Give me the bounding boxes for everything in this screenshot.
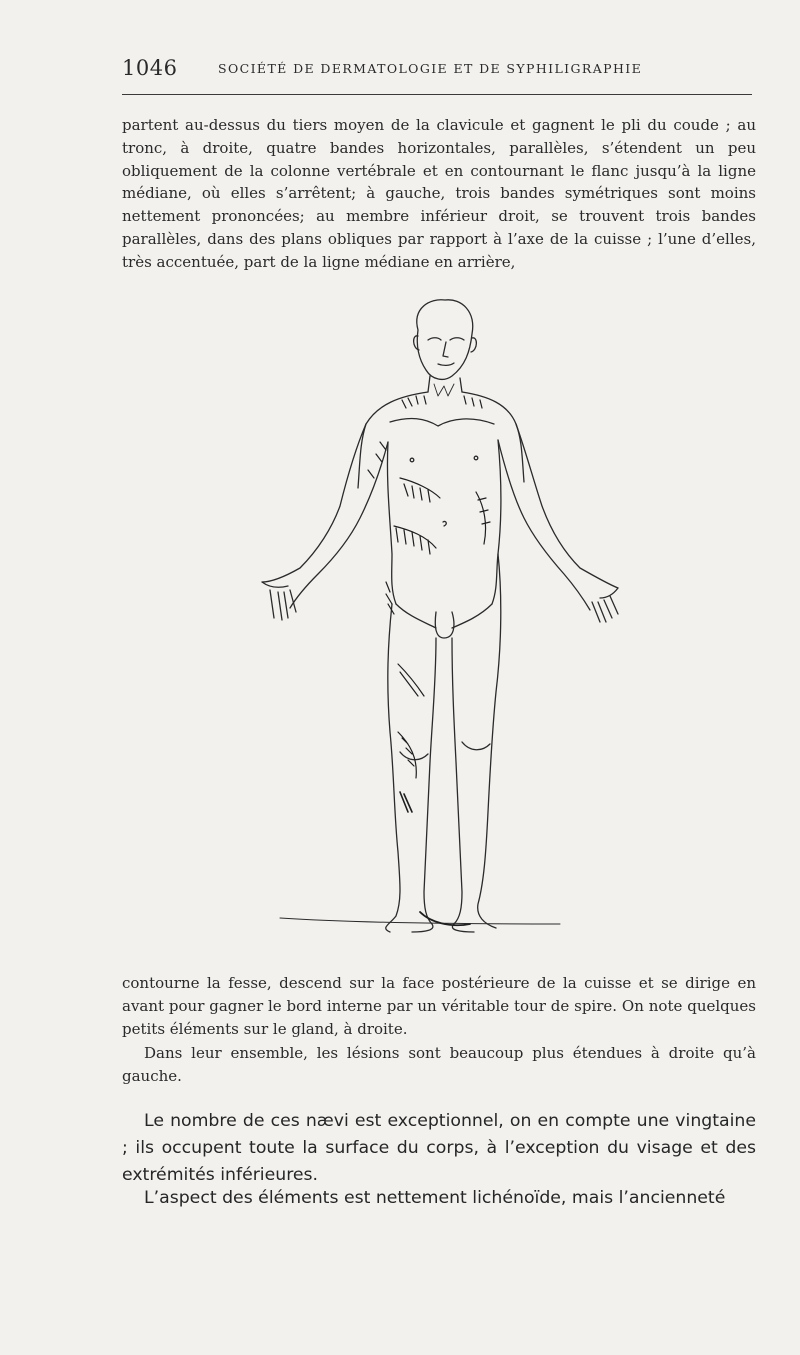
genitals: [435, 612, 454, 638]
body-paragraph-4: Le nombre de ces nævi est exceptionnel, on en compte une vingtaine ; ils occupent toute la surface du corps, à l’exception du visage et des extrémités inférieures.: [122, 1111, 756, 1185]
body-paragraph-1: partent au-dessus du tiers moyen de la clavicule et gagnent le pli du coude ; au tronc, à droite, quatre bandes horizontales, parallèles, s’étendent un peu obliquement de la colonne vertébrale et en contournant le flanc jusqu’à la ligne médiane, où elles s’arrêtent; à gauche, trois bandes symétriques sont moins nettement prononcées; au membre inférieur droit, se trouvent trois bandes parallèles, dans des plans obliques par rapport à l’axe de la cuisse ; l’une d’elles, très accentuée, part de la ligne médiane en arrière,: [122, 116, 756, 271]
page-number: 1046: [122, 56, 178, 80]
arm-left-inner: [290, 442, 388, 608]
flank-left: [387, 442, 396, 604]
torso-left: [358, 392, 428, 488]
groin-right: [452, 604, 492, 628]
nose: [443, 342, 448, 357]
groin-left: [396, 604, 436, 628]
navel: [443, 521, 446, 526]
leg-right-outer: [478, 554, 501, 928]
body-paragraph-3: Dans leur ensemble, les lésions sont beaucoup plus étendues à droite qu’à gauche.: [122, 1044, 756, 1085]
body-paragraph-2: contourne la fesse, descend sur la face postérieure de la cuisse et se dirige en avant pour gagner le bord interne par un véritable tour de spire. On note quelques petits éléments sur le gland, à droite.: [122, 974, 756, 1038]
arm-right-inner: [498, 440, 590, 610]
lesion-bands: [368, 396, 490, 925]
eyes: [428, 338, 464, 340]
chest-line: [390, 419, 494, 426]
leg-right-inner: [452, 638, 474, 932]
body-paragraph-5: L’aspect des éléments est nettement lichénoïde, mais l’ancienneté: [144, 1188, 726, 1208]
leg-left-outer: [386, 604, 400, 932]
leg-left-inner: [412, 638, 436, 932]
knee-right: [462, 742, 490, 750]
hand-left: [262, 582, 296, 620]
mouth: [438, 363, 454, 365]
header-rule: [122, 94, 752, 95]
ground-line: [280, 918, 560, 924]
running-head: [122, 56, 756, 84]
arm-right-outer: [516, 424, 618, 588]
figure-illustration: [240, 292, 640, 952]
journal-title: SOCIÉTÉ DE DERMATOLOGIE ET DE SYPHILIGRAPHIE: [218, 61, 643, 76]
torso-right: [462, 392, 524, 482]
anatomical-figure-icon: [240, 292, 640, 952]
hand-right: [592, 588, 618, 622]
arm-left-outer: [262, 424, 366, 582]
